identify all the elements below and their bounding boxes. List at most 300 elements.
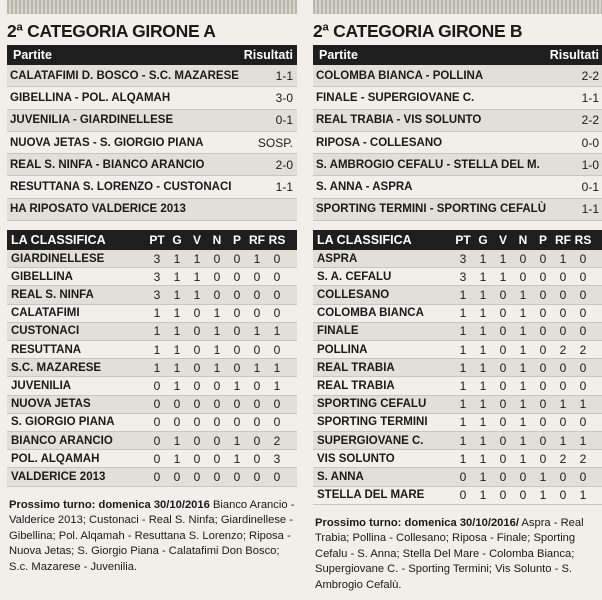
stat-cell: 0: [253, 469, 261, 484]
stat-cell: 1: [273, 360, 281, 375]
match-teams: S. ANNA - ASPRA: [316, 181, 413, 194]
stat-cell: 0: [499, 488, 507, 503]
standings-row: [7, 359, 297, 377]
stat-cell: 0: [213, 251, 221, 266]
stat-cell: 0: [213, 469, 221, 484]
stat-cell: 1: [253, 251, 261, 266]
stat-cell: 0: [153, 451, 161, 466]
top-rule: [313, 0, 602, 14]
standings-row: [313, 323, 602, 341]
match-row: [313, 110, 602, 132]
stat-cell: 0: [233, 415, 241, 430]
standings-col-header: V: [192, 233, 201, 248]
match-score: 2-2: [581, 68, 599, 83]
stat-cell: 1: [173, 324, 181, 339]
stat-cell: 0: [539, 288, 547, 303]
stat-cell: 0: [579, 415, 587, 430]
match-score: 1-1: [275, 68, 293, 83]
team-name: GIARDINELLESE: [11, 252, 105, 265]
match-teams: JUVENILIA - GIARDINELLESE: [10, 114, 174, 127]
stat-cell: 0: [499, 324, 507, 339]
stat-cell: 0: [233, 324, 241, 339]
standings-row: [7, 323, 297, 341]
stat-cell: 2: [579, 342, 587, 357]
next-round-label: Prossimo turno: domenica 30/10/2016: [9, 498, 210, 511]
stat-cell: 1: [559, 433, 567, 448]
stat-cell: 1: [213, 360, 221, 375]
team-name: SPORTING TERMINI: [317, 416, 428, 429]
standings-table: [7, 250, 297, 486]
stat-cell: 3: [273, 451, 281, 466]
standings-row: [7, 414, 297, 432]
stat-cell: 0: [559, 469, 567, 484]
match-score: 1-1: [275, 180, 293, 195]
stat-cell: 1: [519, 415, 527, 430]
stat-cell: 1: [459, 360, 467, 375]
header-results: Risultati: [549, 48, 599, 62]
stat-cell: 0: [193, 306, 201, 321]
stat-cell: 0: [193, 342, 201, 357]
matches-list: [313, 65, 602, 221]
next-round: [7, 498, 297, 576]
girone-b-title: 2ª CATEGORIA GIRONE B: [313, 21, 523, 41]
stat-cell: 0: [253, 397, 261, 412]
team-name: REAL TRABIA: [317, 379, 395, 392]
stat-cell: 1: [479, 306, 487, 321]
team-name: S. A. CEFALÙ: [317, 270, 392, 283]
stat-cell: 0: [193, 469, 201, 484]
standings-col-header: RS: [574, 233, 592, 248]
stat-cell: 1: [173, 451, 181, 466]
team-name: SPORTING CEFALU: [317, 398, 427, 411]
stat-cell: 0: [153, 397, 161, 412]
team-name: POL. ALQAMAH: [11, 452, 100, 465]
stat-cell: 1: [213, 342, 221, 357]
match-score: SOSP.: [257, 135, 293, 150]
next-round: [313, 516, 602, 594]
match-score: 1-1: [581, 202, 599, 217]
stat-cell: 0: [193, 378, 201, 393]
stat-cell: 0: [559, 488, 567, 503]
stat-cell: 0: [499, 451, 507, 466]
stat-cell: 0: [253, 306, 261, 321]
stat-cell: 0: [559, 360, 567, 375]
match-teams: REAL S. NINFA - BIANCO ARANCIO: [10, 158, 205, 171]
standings-col-header: PT: [455, 233, 471, 248]
stat-cell: 0: [233, 288, 241, 303]
stat-cell: 1: [519, 378, 527, 393]
stat-cell: 1: [153, 342, 161, 357]
next-round-label: Prossimo turno: domenica 30/10/2016/: [315, 516, 519, 529]
stat-cell: 1: [459, 324, 467, 339]
match-row: [313, 176, 602, 198]
stat-cell: 1: [273, 378, 281, 393]
stat-cell: 1: [173, 378, 181, 393]
standings-title: LA CLASSIFICA: [317, 233, 412, 248]
stat-cell: 0: [539, 360, 547, 375]
stat-cell: 0: [193, 415, 201, 430]
stat-cell: 1: [479, 397, 487, 412]
team-name: FINALE: [317, 325, 359, 338]
stat-cell: 0: [233, 469, 241, 484]
standings-row: [313, 468, 602, 486]
stat-cell: 3: [459, 269, 467, 284]
match-teams: HA RIPOSATO VALDERICE 2013: [10, 203, 186, 216]
stat-cell: 0: [153, 469, 161, 484]
standings-col-header: PT: [149, 233, 165, 248]
standings-col-header: G: [478, 233, 488, 248]
stat-cell: 1: [519, 306, 527, 321]
match-score: 2-0: [275, 157, 293, 172]
stat-cell: 1: [459, 306, 467, 321]
stat-cell: 0: [579, 251, 587, 266]
next-round-text: Bianco Arancio - Valderice 2013; Custonaci - Real S. Ninfa; Giardinellese - Gibellina; Pol. Alqamah - Resuttana S. Lorenzo; Riposa - Nuova Jetas; S. Giorgio Piana - Calatafimi Don Bosco; S.c. Mazarese - Juvenilia.: [9, 498, 295, 573]
stat-cell: 1: [153, 324, 161, 339]
stat-cell: 3: [153, 269, 161, 284]
stat-cell: 0: [559, 269, 567, 284]
stat-cell: 1: [193, 288, 201, 303]
stat-cell: 1: [479, 288, 487, 303]
stat-cell: 1: [173, 342, 181, 357]
header-matches: Partite: [13, 48, 52, 62]
stat-cell: 1: [479, 251, 487, 266]
stat-cell: 0: [579, 306, 587, 321]
standings-row: [313, 450, 602, 468]
stat-cell: 1: [519, 288, 527, 303]
results-header: [313, 45, 602, 65]
stat-cell: 0: [519, 469, 527, 484]
standings-row: [7, 341, 297, 359]
stat-cell: 0: [539, 415, 547, 430]
stat-cell: 1: [559, 251, 567, 266]
stat-cell: 0: [499, 342, 507, 357]
stat-cell: 0: [213, 288, 221, 303]
stat-cell: 0: [193, 433, 201, 448]
stat-cell: 1: [519, 360, 527, 375]
standings-col-header: P: [538, 233, 547, 248]
stat-cell: 1: [459, 288, 467, 303]
stat-cell: 0: [213, 269, 221, 284]
stat-cell: 0: [233, 342, 241, 357]
standings-row: [7, 305, 297, 323]
stat-cell: 0: [253, 378, 261, 393]
stat-cell: 3: [153, 251, 161, 266]
team-name: RESUTTANA: [11, 343, 82, 356]
standings-row: [313, 432, 602, 450]
stat-cell: 0: [233, 269, 241, 284]
stat-cell: 1: [253, 324, 261, 339]
match-teams: REAL TRABIA - VIS SOLUNTO: [316, 114, 482, 127]
stat-cell: 0: [253, 415, 261, 430]
stat-cell: 0: [579, 269, 587, 284]
stat-cell: 1: [479, 433, 487, 448]
match-score: 0-1: [275, 113, 293, 128]
stat-cell: 1: [579, 433, 587, 448]
match-score: 0-0: [581, 135, 599, 150]
stat-cell: 0: [539, 451, 547, 466]
stat-cell: 0: [273, 306, 281, 321]
match-row: [7, 154, 297, 176]
standings-row: [313, 359, 602, 377]
standings-row: [7, 377, 297, 395]
standings-row: [7, 396, 297, 414]
stat-cell: 1: [173, 288, 181, 303]
match-teams: COLOMBA BIANCA - POLLINA: [316, 69, 484, 82]
standings-row: [7, 286, 297, 304]
match-row: [313, 65, 602, 87]
stat-cell: 0: [539, 433, 547, 448]
standings-row: [313, 286, 602, 304]
stat-cell: 0: [233, 397, 241, 412]
stat-cell: 0: [519, 488, 527, 503]
stat-cell: 1: [173, 360, 181, 375]
stat-cell: 0: [579, 324, 587, 339]
stat-cell: 0: [273, 251, 281, 266]
stat-cell: 1: [519, 342, 527, 357]
standings-row: [313, 377, 602, 395]
match-row: [7, 110, 297, 132]
team-name: ASPRA: [317, 252, 358, 265]
standings-row: [7, 468, 297, 486]
stat-cell: 1: [519, 451, 527, 466]
match-teams: NUOVA JETAS - S. GIORGIO PIANA: [10, 136, 204, 149]
match-row: [313, 132, 602, 154]
stat-cell: 1: [479, 360, 487, 375]
stat-cell: 1: [479, 324, 487, 339]
stat-cell: 0: [193, 324, 201, 339]
team-name: SUPERGIOVANE C.: [317, 434, 424, 447]
stat-cell: 1: [193, 251, 201, 266]
standings-row: [7, 432, 297, 450]
stat-cell: 1: [559, 397, 567, 412]
stat-cell: 0: [173, 397, 181, 412]
stat-cell: 1: [459, 397, 467, 412]
stat-cell: 0: [499, 360, 507, 375]
stat-cell: 1: [153, 306, 161, 321]
stat-cell: 0: [459, 469, 467, 484]
stat-cell: 1: [479, 488, 487, 503]
stat-cell: 0: [213, 433, 221, 448]
stat-cell: 0: [153, 378, 161, 393]
standings-table: [313, 250, 602, 505]
stat-cell: 0: [499, 306, 507, 321]
stat-cell: 3: [153, 288, 161, 303]
header-matches: Partite: [319, 48, 358, 62]
stat-cell: 0: [579, 288, 587, 303]
team-name: REAL S. NINFA: [11, 289, 94, 302]
stat-cell: 2: [579, 451, 587, 466]
match-row: [313, 87, 602, 109]
stat-cell: 1: [173, 269, 181, 284]
match-row: [7, 199, 297, 221]
stat-cell: 0: [539, 342, 547, 357]
match-score: 3-0: [275, 90, 293, 105]
match-row: [7, 65, 297, 87]
standings-col-header: N: [518, 233, 528, 248]
team-name: S. ANNA: [317, 470, 364, 483]
stat-cell: 1: [499, 269, 507, 284]
match-score: 1-1: [581, 90, 599, 105]
stat-cell: 0: [273, 269, 281, 284]
stat-cell: 0: [499, 378, 507, 393]
next-round-text: Aspra - Real Trabia; Pollina - Collesano; Riposa - Finale; Sporting Cefalu - S. Anna; Stella Del Mare - Colomba Bianca; Supergiovane C. - Sporting Termini; Vis Solunto - S. Ambrogio Cefalù.: [315, 516, 584, 592]
standings-row: [7, 268, 297, 286]
stat-cell: 0: [173, 415, 181, 430]
matches-list: [7, 65, 297, 221]
stat-cell: 0: [233, 360, 241, 375]
stat-cell: 0: [579, 360, 587, 375]
team-name: CALATAFIMI: [11, 307, 80, 320]
team-name: REAL TRABIA: [317, 361, 395, 374]
standings-row: [7, 450, 297, 468]
standings-row: [7, 250, 297, 268]
team-name: VALDERICE 2013: [11, 470, 106, 483]
header-results: Risultati: [243, 48, 293, 62]
team-name: CUSTONACI: [11, 325, 80, 338]
stat-cell: 0: [579, 378, 587, 393]
stat-cell: 0: [273, 397, 281, 412]
stat-cell: 0: [559, 415, 567, 430]
stat-cell: 0: [539, 251, 547, 266]
stat-cell: 0: [539, 269, 547, 284]
stat-cell: 0: [273, 415, 281, 430]
stat-cell: 1: [539, 488, 547, 503]
standings-col-header: G: [172, 233, 182, 248]
team-name: JUVENILIA: [11, 379, 72, 392]
team-name: NUOVA JETAS: [11, 398, 91, 411]
stat-cell: 1: [479, 469, 487, 484]
stat-cell: 0: [253, 451, 261, 466]
match-score: 1-0: [581, 157, 599, 172]
stat-cell: 1: [479, 415, 487, 430]
standings-row: [313, 487, 602, 505]
match-row: [313, 199, 602, 221]
stat-cell: 0: [213, 378, 221, 393]
stat-cell: 1: [173, 433, 181, 448]
stat-cell: 2: [559, 451, 567, 466]
team-name: COLOMBA BIANCA: [317, 307, 424, 320]
team-name: POLLINA: [317, 343, 368, 356]
stat-cell: 1: [479, 378, 487, 393]
stat-cell: 0: [273, 469, 281, 484]
stat-cell: 1: [233, 378, 241, 393]
stat-cell: 1: [519, 433, 527, 448]
stat-cell: 0: [539, 378, 547, 393]
stat-cell: 1: [459, 342, 467, 357]
stat-cell: 3: [459, 251, 467, 266]
stat-cell: 1: [213, 306, 221, 321]
stat-cell: 0: [273, 342, 281, 357]
stat-cell: 0: [499, 288, 507, 303]
stat-cell: 0: [213, 397, 221, 412]
standings-col-header: P: [232, 233, 241, 248]
stat-cell: 0: [559, 306, 567, 321]
stat-cell: 0: [539, 397, 547, 412]
stat-cell: 0: [559, 378, 567, 393]
stat-cell: 0: [459, 488, 467, 503]
standings-row: [313, 250, 602, 268]
stat-cell: 1: [253, 360, 261, 375]
match-row: [313, 154, 602, 176]
stat-cell: 0: [539, 306, 547, 321]
standings-row: [313, 396, 602, 414]
team-name: COLLESANO: [317, 289, 390, 302]
stat-cell: 0: [499, 433, 507, 448]
standings-col-header: RF: [249, 233, 265, 248]
stat-cell: 1: [479, 451, 487, 466]
team-name: STELLA DEL MARE: [317, 489, 425, 502]
team-name: BIANCO ARANCIO: [11, 434, 113, 447]
standings-row: [313, 414, 602, 432]
team-name: VIS SOLUNTO: [317, 452, 395, 465]
stat-cell: 0: [173, 469, 181, 484]
stat-cell: 0: [499, 415, 507, 430]
stat-cell: 0: [193, 360, 201, 375]
girone-b-section: [313, 0, 602, 594]
stat-cell: 1: [579, 488, 587, 503]
stat-cell: 1: [459, 378, 467, 393]
standings-title: LA CLASSIFICA: [11, 233, 106, 248]
stat-cell: 0: [253, 269, 261, 284]
stat-cell: 1: [539, 469, 547, 484]
match-teams: RIPOSA - COLLESANO: [316, 136, 443, 149]
standings-row: [313, 268, 602, 286]
standings-col-header: N: [212, 233, 222, 248]
stat-cell: 0: [153, 433, 161, 448]
stat-cell: 0: [193, 451, 201, 466]
stat-cell: 1: [479, 269, 487, 284]
stat-cell: 0: [273, 288, 281, 303]
match-teams: CALATAFIMI D. BOSCO - S.C. MAZARESE: [10, 69, 239, 82]
stat-cell: 1: [213, 324, 221, 339]
stat-cell: 0: [153, 415, 161, 430]
results-header: [7, 45, 297, 65]
stat-cell: 0: [499, 469, 507, 484]
match-row: [7, 176, 297, 198]
stat-cell: 0: [499, 397, 507, 412]
team-name: S. GIORGIO PIANA: [11, 416, 115, 429]
stat-cell: 0: [539, 324, 547, 339]
stat-cell: 1: [519, 397, 527, 412]
stat-cell: 1: [273, 324, 281, 339]
stat-cell: 0: [519, 269, 527, 284]
stat-cell: 0: [233, 306, 241, 321]
match-score: 0-1: [581, 180, 599, 195]
stat-cell: 0: [213, 415, 221, 430]
stat-cell: 0: [193, 397, 201, 412]
stat-cell: 1: [233, 451, 241, 466]
stat-cell: 1: [193, 269, 201, 284]
stat-cell: 0: [579, 469, 587, 484]
match-row: [7, 132, 297, 154]
stat-cell: 1: [479, 342, 487, 357]
match-row: [7, 87, 297, 109]
match-teams: SPORTING TERMINI - SPORTING CEFALÙ: [316, 203, 547, 216]
stat-cell: 2: [273, 433, 281, 448]
stat-cell: 1: [579, 397, 587, 412]
top-rule: [7, 0, 297, 14]
standings-col-header: RS: [268, 233, 286, 248]
stat-cell: 0: [213, 451, 221, 466]
girone-a-title: 2ª CATEGORIA GIRONE A: [7, 21, 216, 41]
stat-cell: 0: [233, 251, 241, 266]
standings-col-header: V: [498, 233, 507, 248]
stat-cell: 0: [559, 324, 567, 339]
stat-cell: 0: [253, 433, 261, 448]
stat-cell: 1: [153, 360, 161, 375]
stat-cell: 1: [519, 324, 527, 339]
standings-header: [7, 230, 297, 250]
